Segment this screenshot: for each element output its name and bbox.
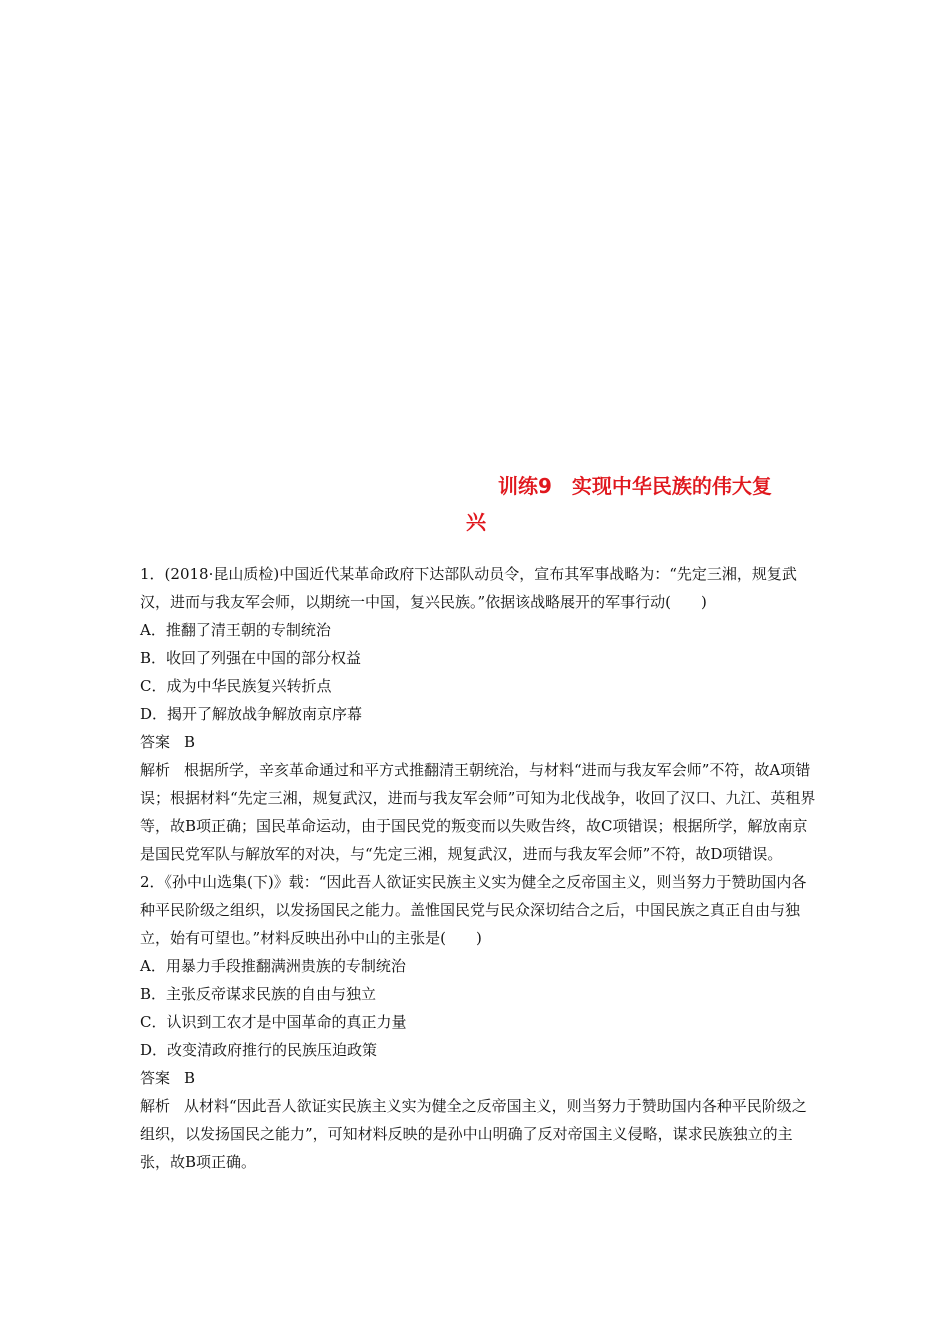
- question-2: [140, 868, 820, 1176]
- question-stem: 1．(2018·昆山质检)中国近代某革命政府下达部队动员令，宣布其军事战略为：“先定三湘，规复武汉，进而与我友军会师，以期统一中国，复兴民族。”依据该战略展开的军事行动( ): [140, 565, 797, 611]
- answer-value: B: [184, 733, 196, 751]
- analysis-text: 从材料“因此吾人欲证实民族主义实为健全之反帝国主义，则当努力于赞助国内各种平民阶级之组织，以发扬国民之能力”，可知材料反映的是孙中山明确了反对帝国主义侵略，谋求民族独立的主张，故B项正确。: [140, 1097, 807, 1171]
- analysis-label: 解析: [140, 761, 171, 779]
- analysis-paragraph: [140, 1092, 820, 1176]
- analysis-paragraph: [140, 756, 820, 868]
- question-list: [140, 560, 820, 1176]
- option-d: D．揭开了解放战争解放南京序幕: [140, 705, 363, 723]
- analysis-text: 根据所学，辛亥革命通过和平方式推翻清王朝统治，与材料“进而与我友军会师”不符，故A项错误；根据材料“先定三湘，规复武汉，进而与我友军会师”可知为北伐战争，收回了汉口、九江、英租界等，故B项正确；国民革命运动，由于国民党的叛变而以失败告终，故C项错误；根据所学，解放南京是国民党军队与解放军的对决，与“先定三湘，规复武汉，进而与我友军会师”不符，故D项错误。: [140, 761, 816, 863]
- answer-line: [140, 728, 820, 756]
- answer-label: 答案: [140, 1069, 171, 1087]
- question-1: [140, 560, 820, 868]
- answer-value: B: [184, 1069, 196, 1087]
- title-line-1: 训练9 实现中华民族的伟大复: [498, 474, 772, 498]
- option-d: D．改变清政府推行的民族压迫政策: [140, 1041, 378, 1059]
- analysis-label: 解析: [140, 1097, 171, 1115]
- option-c: C．认识到工农才是中国革命的真正力量: [140, 1013, 407, 1031]
- title-line-2: 兴: [466, 510, 486, 534]
- option-a: A．用暴力手段推翻满洲贵族的专制统治: [140, 957, 406, 975]
- option-b: B．主张反帝谋求民族的自由与独立: [140, 985, 377, 1003]
- option-b: B．收回了列强在中国的部分权益: [140, 649, 362, 667]
- answer-line: [140, 1064, 820, 1092]
- answer-label: 答案: [140, 733, 171, 751]
- option-a: A．推翻了清王朝的专制统治: [140, 621, 331, 639]
- document-title: [440, 468, 840, 540]
- option-c: C．成为中华民族复兴转折点: [140, 677, 332, 695]
- question-stem: 2．《孙中山选集(下)》载：“因此吾人欲证实民族主义实为健全之反帝国主义，则当努力于赞助国内各种平民阶级之组织，以发扬国民之能力。盖惟国民党与民众深切结合之后，中国民族之真正自由与独立，始有可望也。”材料反映出孙中山的主张是( ): [140, 873, 807, 947]
